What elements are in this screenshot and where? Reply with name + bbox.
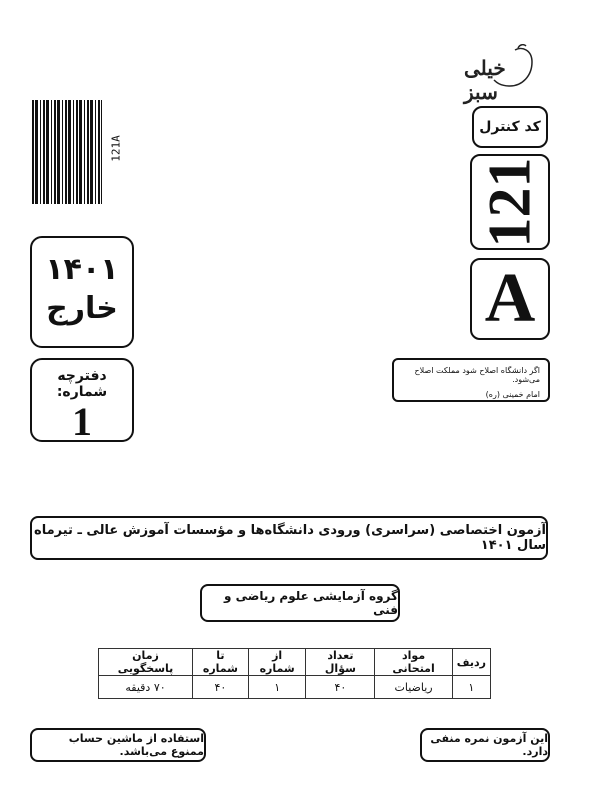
control-number-box — [470, 154, 550, 250]
exam-title: آزمون اختصاصی (سراسری) ورودی دانشگاه‌ها و مؤسسات آموزش عالی ـ تیرماه سال ۱۴۰۱ — [34, 523, 546, 553]
table-row — [99, 676, 491, 699]
exam-year: ۱۴۰۱ — [45, 252, 119, 287]
publisher-logo — [460, 44, 540, 104]
table-cell: ۷۰ دقیقه — [99, 676, 193, 699]
table-header: ردیف — [452, 649, 490, 676]
control-number: 121 — [476, 157, 543, 247]
table-header: مواد امتحانی — [375, 649, 452, 676]
barcode — [32, 100, 102, 212]
negative-mark-note: این آزمون نمره منفی دارد. — [430, 732, 548, 758]
control-letter-box — [470, 258, 550, 340]
table-header: تا شماره — [193, 649, 249, 676]
table-cell: ۴۰ — [193, 676, 249, 699]
table-cell: ۱ — [248, 676, 306, 699]
exam-title-box — [30, 516, 548, 560]
table-cell: ۱ — [452, 676, 490, 699]
booklet-box — [30, 358, 134, 442]
negative-mark-note-box — [420, 728, 550, 762]
barcode-code: 121A — [109, 135, 123, 162]
control-code-label: کد کنترل — [479, 119, 541, 135]
quote-line-1: اگر دانشگاه اصلاح شود مملکت اصلاح می‌شود. — [414, 366, 540, 384]
calculator-note: استفاده از ماشین حساب ممنوع می‌باشد. — [68, 732, 204, 758]
booklet-number: 1 — [72, 399, 92, 444]
exam-type: خارج — [46, 291, 118, 326]
quote-box — [392, 358, 550, 402]
table-header: تعداد سؤال — [306, 649, 375, 676]
table-header: از شماره — [248, 649, 306, 676]
control-letter: A — [484, 260, 536, 337]
group-title: گروه آزمایشی علوم ریاضی و فنی — [223, 589, 398, 617]
calculator-note-box — [30, 728, 206, 762]
table-header-row — [99, 649, 491, 676]
control-code-label-box — [472, 106, 548, 148]
quote-line-2: امام خمینی (ره) — [485, 390, 540, 399]
table-cell: ۴۰ — [306, 676, 375, 699]
table-cell: ریاضیات — [375, 676, 452, 699]
group-title-box — [200, 584, 400, 622]
table-header: زمان پاسخگویی — [99, 649, 193, 676]
subjects-table — [98, 648, 491, 699]
booklet-label: دفترچه شماره: — [56, 368, 108, 400]
logo-text: خیلی سبز — [464, 56, 506, 104]
exam-stamp — [30, 236, 134, 348]
